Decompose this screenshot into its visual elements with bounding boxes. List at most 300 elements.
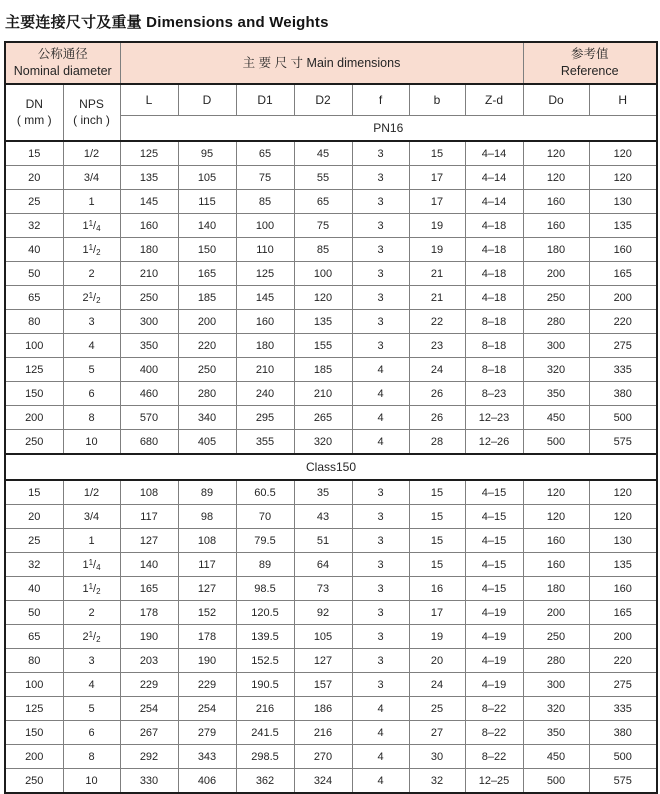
cell-value: 4–15 <box>465 480 523 505</box>
cell-value: 405 <box>178 430 236 455</box>
cell-dn: 20 <box>5 505 63 529</box>
cell-value: 24 <box>409 673 465 697</box>
cell-dn: 25 <box>5 190 63 214</box>
table-row <box>5 190 657 214</box>
cell-value: 45 <box>294 141 352 166</box>
cell-value: 16 <box>409 577 465 601</box>
cell-value: 4–14 <box>465 166 523 190</box>
cell-value: 8–22 <box>465 745 523 769</box>
cell-value: 22 <box>409 310 465 334</box>
cell-value: 3 <box>352 334 409 358</box>
group-header-main-dimensions-en: Main dimensions <box>306 55 401 70</box>
group-header-reference <box>523 42 657 84</box>
cell-value: 89 <box>178 480 236 505</box>
cell-value: 320 <box>523 358 589 382</box>
cell-value: 160 <box>523 190 589 214</box>
cell-value: 300 <box>120 310 178 334</box>
cell-value: 19 <box>409 238 465 262</box>
group-header-nominal-diameter-en: Nominal diameter <box>13 64 112 78</box>
cell-value: 350 <box>523 382 589 406</box>
cell-value: 406 <box>178 769 236 794</box>
col-header-Zd: Z-d <box>465 84 523 116</box>
cell-value: 21 <box>409 286 465 310</box>
cell-value: 8–18 <box>465 334 523 358</box>
cell-nps: 6 <box>63 721 120 745</box>
cell-value: 216 <box>236 697 294 721</box>
cell-value: 400 <box>120 358 178 382</box>
cell-value: 4–15 <box>465 577 523 601</box>
cell-value: 160 <box>589 577 657 601</box>
cell-value: 292 <box>120 745 178 769</box>
cell-nps: 6 <box>63 382 120 406</box>
cell-value: 17 <box>409 601 465 625</box>
col-header-f: f <box>352 84 409 116</box>
table-row <box>5 745 657 769</box>
cell-value: 8–18 <box>465 358 523 382</box>
group-header-main-dimensions-zh: 主 要 尺 寸 <box>242 55 304 70</box>
cell-value: 275 <box>589 334 657 358</box>
cell-value: 135 <box>589 553 657 577</box>
cell-value: 51 <box>294 529 352 553</box>
cell-value: 15 <box>409 529 465 553</box>
cell-value: 85 <box>294 238 352 262</box>
cell-dn: 40 <box>5 238 63 262</box>
group-header-row <box>5 42 657 84</box>
cell-nps: 1 <box>63 529 120 553</box>
cell-value: 120 <box>523 505 589 529</box>
cell-nps: $1^1/_2$ <box>63 238 120 262</box>
cell-value: 24 <box>409 358 465 382</box>
table-row <box>5 166 657 190</box>
cell-value: 65 <box>294 190 352 214</box>
cell-value: 79.5 <box>236 529 294 553</box>
table-row <box>5 673 657 697</box>
cell-dn: 125 <box>5 697 63 721</box>
cell-dn: 15 <box>5 480 63 505</box>
cell-value: 250 <box>523 286 589 310</box>
cell-value: 12–23 <box>465 406 523 430</box>
cell-value: 178 <box>120 601 178 625</box>
cell-value: 15 <box>409 480 465 505</box>
cell-value: 254 <box>120 697 178 721</box>
cell-value: 120 <box>589 166 657 190</box>
cell-value: 3 <box>352 601 409 625</box>
cell-nps: 5 <box>63 358 120 382</box>
cell-nps: 8 <box>63 406 120 430</box>
cell-value: 355 <box>236 430 294 455</box>
cell-value: 190 <box>178 649 236 673</box>
cell-value: 275 <box>589 673 657 697</box>
cell-value: 210 <box>120 262 178 286</box>
cell-value: 178 <box>178 625 236 649</box>
cell-value: 139.5 <box>236 625 294 649</box>
cell-value: 180 <box>236 334 294 358</box>
cell-value: 250 <box>120 286 178 310</box>
cell-value: 17 <box>409 166 465 190</box>
table-row <box>5 553 657 577</box>
cell-value: 203 <box>120 649 178 673</box>
cell-dn: 65 <box>5 286 63 310</box>
section-label: PN16 <box>120 116 657 142</box>
cell-value: 105 <box>178 166 236 190</box>
cell-value: 500 <box>523 769 589 794</box>
cell-value: 160 <box>523 214 589 238</box>
cell-value: 85 <box>236 190 294 214</box>
cell-nps: 4 <box>63 334 120 358</box>
cell-value: 27 <box>409 721 465 745</box>
table-row <box>5 529 657 553</box>
col-header-dn-line2: ( mm ) <box>16 112 52 127</box>
cell-value: 35 <box>294 480 352 505</box>
cell-value: 130 <box>589 529 657 553</box>
cell-value: 8–22 <box>465 721 523 745</box>
cell-nps: $1^1/_4$ <box>63 214 120 238</box>
cell-dn: 20 <box>5 166 63 190</box>
table-row <box>5 721 657 745</box>
cell-value: 165 <box>178 262 236 286</box>
table-row <box>5 238 657 262</box>
cell-dn: 250 <box>5 430 63 455</box>
col-header-L: L <box>120 84 178 116</box>
cell-value: 23 <box>409 334 465 358</box>
group-header-nominal-diameter-zh: 公称通径 <box>37 47 88 62</box>
cell-value: 130 <box>589 190 657 214</box>
cell-nps: 2 <box>63 262 120 286</box>
cell-nps: 1 <box>63 190 120 214</box>
cell-value: 73 <box>294 577 352 601</box>
cell-nps: $1^1/_2$ <box>63 577 120 601</box>
cell-value: 335 <box>589 358 657 382</box>
cell-value: 155 <box>294 334 352 358</box>
cell-nps: 3 <box>63 310 120 334</box>
cell-value: 180 <box>523 238 589 262</box>
cell-value: 570 <box>120 406 178 430</box>
cell-value: 280 <box>523 649 589 673</box>
cell-value: 75 <box>236 166 294 190</box>
cell-value: 160 <box>589 238 657 262</box>
cell-value: 500 <box>589 406 657 430</box>
cell-nps: $2^1/_2$ <box>63 625 120 649</box>
cell-value: 120 <box>589 505 657 529</box>
col-header-Do: Do <box>523 84 589 116</box>
cell-value: 30 <box>409 745 465 769</box>
cell-value: 127 <box>294 649 352 673</box>
cell-value: 165 <box>589 262 657 286</box>
cell-value: 120 <box>294 286 352 310</box>
cell-value: 32 <box>409 769 465 794</box>
cell-value: 680 <box>120 430 178 455</box>
cell-value: 460 <box>120 382 178 406</box>
cell-value: 98 <box>178 505 236 529</box>
cell-value: 26 <box>409 406 465 430</box>
cell-value: 350 <box>120 334 178 358</box>
cell-nps: 1/2 <box>63 141 120 166</box>
cell-value: 160 <box>523 529 589 553</box>
cell-nps: 5 <box>63 697 120 721</box>
cell-value: 335 <box>589 697 657 721</box>
cell-value: 186 <box>294 697 352 721</box>
table-row <box>5 310 657 334</box>
table-row <box>5 430 657 455</box>
cell-value: 145 <box>120 190 178 214</box>
cell-value: 160 <box>236 310 294 334</box>
cell-value: 3 <box>352 310 409 334</box>
col-header-nps <box>63 84 120 141</box>
cell-value: 3 <box>352 141 409 166</box>
cell-value: 3 <box>352 529 409 553</box>
cell-value: 180 <box>120 238 178 262</box>
table-row <box>5 262 657 286</box>
cell-value: 12–25 <box>465 769 523 794</box>
cell-value: 4–18 <box>465 262 523 286</box>
cell-nps: 3 <box>63 649 120 673</box>
cell-value: 100 <box>294 262 352 286</box>
cell-value: 3 <box>352 505 409 529</box>
cell-value: 160 <box>120 214 178 238</box>
cell-value: 70 <box>236 505 294 529</box>
cell-value: 280 <box>178 382 236 406</box>
cell-dn: 65 <box>5 625 63 649</box>
cell-value: 4 <box>352 430 409 455</box>
cell-nps: $2^1/_2$ <box>63 286 120 310</box>
table-row <box>5 601 657 625</box>
table-row <box>5 577 657 601</box>
cell-value: 140 <box>178 214 236 238</box>
col-header-D: D <box>178 84 236 116</box>
group-header-main-dimensions <box>120 42 523 84</box>
cell-value: 320 <box>294 430 352 455</box>
cell-value: 15 <box>409 141 465 166</box>
cell-value: 3 <box>352 262 409 286</box>
cell-value: 190.5 <box>236 673 294 697</box>
cell-value: 4–15 <box>465 505 523 529</box>
cell-value: 4–14 <box>465 141 523 166</box>
table-row <box>5 382 657 406</box>
cell-value: 343 <box>178 745 236 769</box>
cell-value: 240 <box>236 382 294 406</box>
cell-value: 575 <box>589 769 657 794</box>
cell-value: 324 <box>294 769 352 794</box>
cell-value: 89 <box>236 553 294 577</box>
cell-value: 75 <box>294 214 352 238</box>
cell-value: 15 <box>409 505 465 529</box>
cell-nps: 8 <box>63 745 120 769</box>
cell-value: 279 <box>178 721 236 745</box>
cell-value: 300 <box>523 673 589 697</box>
cell-value: 4–14 <box>465 190 523 214</box>
col-header-b: b <box>409 84 465 116</box>
table-row <box>5 505 657 529</box>
cell-value: 267 <box>120 721 178 745</box>
cell-value: 229 <box>120 673 178 697</box>
cell-value: 127 <box>120 529 178 553</box>
cell-value: 157 <box>294 673 352 697</box>
section-header-row <box>5 454 657 480</box>
cell-value: 125 <box>236 262 294 286</box>
cell-value: 4–19 <box>465 673 523 697</box>
cell-value: 265 <box>294 406 352 430</box>
cell-value: 55 <box>294 166 352 190</box>
cell-value: 185 <box>178 286 236 310</box>
cell-value: 200 <box>523 262 589 286</box>
table-row <box>5 141 657 166</box>
cell-dn: 25 <box>5 529 63 553</box>
cell-nps: 2 <box>63 601 120 625</box>
page-title: 主要连接尺寸及重量 Dimensions and Weights <box>5 14 329 31</box>
cell-value: 15 <box>409 553 465 577</box>
table-row <box>5 625 657 649</box>
cell-value: 152 <box>178 601 236 625</box>
cell-dn: 150 <box>5 382 63 406</box>
cell-dn: 50 <box>5 262 63 286</box>
column-header-row <box>5 84 657 116</box>
col-header-D1: D1 <box>236 84 294 116</box>
cell-value: 19 <box>409 625 465 649</box>
cell-value: 210 <box>236 358 294 382</box>
cell-value: 380 <box>589 721 657 745</box>
cell-value: 98.5 <box>236 577 294 601</box>
col-header-D2: D2 <box>294 84 352 116</box>
cell-value: 21 <box>409 262 465 286</box>
cell-value: 185 <box>294 358 352 382</box>
cell-value: 19 <box>409 214 465 238</box>
cell-value: 4 <box>352 382 409 406</box>
cell-value: 64 <box>294 553 352 577</box>
cell-value: 4 <box>352 697 409 721</box>
cell-value: 4 <box>352 721 409 745</box>
cell-value: 229 <box>178 673 236 697</box>
cell-value: 4 <box>352 406 409 430</box>
col-header-nps-line2: ( inch ) <box>73 112 110 127</box>
cell-value: 135 <box>294 310 352 334</box>
cell-value: 450 <box>523 745 589 769</box>
cell-value: 8–23 <box>465 382 523 406</box>
cell-value: 254 <box>178 697 236 721</box>
cell-value: 340 <box>178 406 236 430</box>
cell-value: 330 <box>120 769 178 794</box>
cell-value: 4 <box>352 745 409 769</box>
table-row <box>5 480 657 505</box>
cell-value: 108 <box>120 480 178 505</box>
cell-value: 17 <box>409 190 465 214</box>
table-body <box>5 42 657 793</box>
cell-value: 241.5 <box>236 721 294 745</box>
table-row <box>5 406 657 430</box>
cell-value: 135 <box>120 166 178 190</box>
cell-value: 125 <box>120 141 178 166</box>
cell-value: 4–15 <box>465 529 523 553</box>
cell-value: 95 <box>178 141 236 166</box>
cell-value: 3 <box>352 649 409 673</box>
cell-value: 320 <box>523 697 589 721</box>
cell-value: 3 <box>352 238 409 262</box>
cell-dn: 250 <box>5 769 63 794</box>
cell-dn: 40 <box>5 577 63 601</box>
table-row <box>5 334 657 358</box>
cell-value: 180 <box>523 577 589 601</box>
cell-value: 216 <box>294 721 352 745</box>
cell-value: 4–18 <box>465 238 523 262</box>
cell-value: 500 <box>589 745 657 769</box>
cell-value: 43 <box>294 505 352 529</box>
cell-nps: 10 <box>63 769 120 794</box>
cell-value: 4–15 <box>465 553 523 577</box>
cell-value: 120.5 <box>236 601 294 625</box>
group-header-reference-zh: 参考值 <box>570 47 609 62</box>
cell-value: 152.5 <box>236 649 294 673</box>
table-row <box>5 358 657 382</box>
cell-dn: 32 <box>5 214 63 238</box>
cell-value: 362 <box>236 769 294 794</box>
cell-value: 4–19 <box>465 601 523 625</box>
cell-value: 300 <box>523 334 589 358</box>
table-row <box>5 649 657 673</box>
cell-value: 65 <box>236 141 294 166</box>
cell-value: 220 <box>589 649 657 673</box>
cell-value: 4–18 <box>465 286 523 310</box>
cell-value: 3 <box>352 166 409 190</box>
cell-value: 165 <box>120 577 178 601</box>
cell-value: 140 <box>120 553 178 577</box>
cell-dn: 50 <box>5 601 63 625</box>
group-header-nominal-diameter <box>5 42 120 84</box>
cell-value: 200 <box>178 310 236 334</box>
cell-value: 127 <box>178 577 236 601</box>
cell-value: 92 <box>294 601 352 625</box>
cell-value: 4 <box>352 358 409 382</box>
cell-dn: 150 <box>5 721 63 745</box>
cell-value: 270 <box>294 745 352 769</box>
cell-value: 3 <box>352 625 409 649</box>
cell-value: 200 <box>589 625 657 649</box>
section-label: Class150 <box>5 454 657 480</box>
cell-value: 12–26 <box>465 430 523 455</box>
cell-value: 575 <box>589 430 657 455</box>
cell-dn: 100 <box>5 334 63 358</box>
cell-value: 120 <box>589 480 657 505</box>
cell-value: 60.5 <box>236 480 294 505</box>
cell-value: 3 <box>352 577 409 601</box>
cell-dn: 80 <box>5 649 63 673</box>
dimensions-table <box>4 41 658 794</box>
cell-value: 160 <box>523 553 589 577</box>
cell-nps: 10 <box>63 430 120 455</box>
cell-value: 25 <box>409 697 465 721</box>
cell-value: 220 <box>178 334 236 358</box>
cell-value: 120 <box>523 166 589 190</box>
cell-dn: 32 <box>5 553 63 577</box>
cell-dn: 80 <box>5 310 63 334</box>
cell-nps: 3/4 <box>63 505 120 529</box>
cell-value: 250 <box>178 358 236 382</box>
cell-value: 210 <box>294 382 352 406</box>
cell-dn: 100 <box>5 673 63 697</box>
cell-value: 105 <box>294 625 352 649</box>
cell-value: 3 <box>352 286 409 310</box>
cell-value: 145 <box>236 286 294 310</box>
cell-value: 500 <box>523 430 589 455</box>
cell-value: 4 <box>352 769 409 794</box>
cell-value: 150 <box>178 238 236 262</box>
cell-value: 100 <box>236 214 294 238</box>
cell-value: 4–18 <box>465 214 523 238</box>
cell-nps: 3/4 <box>63 166 120 190</box>
table-row <box>5 697 657 721</box>
col-header-dn <box>5 84 63 141</box>
table-row <box>5 286 657 310</box>
cell-nps: 1/2 <box>63 480 120 505</box>
cell-value: 295 <box>236 406 294 430</box>
